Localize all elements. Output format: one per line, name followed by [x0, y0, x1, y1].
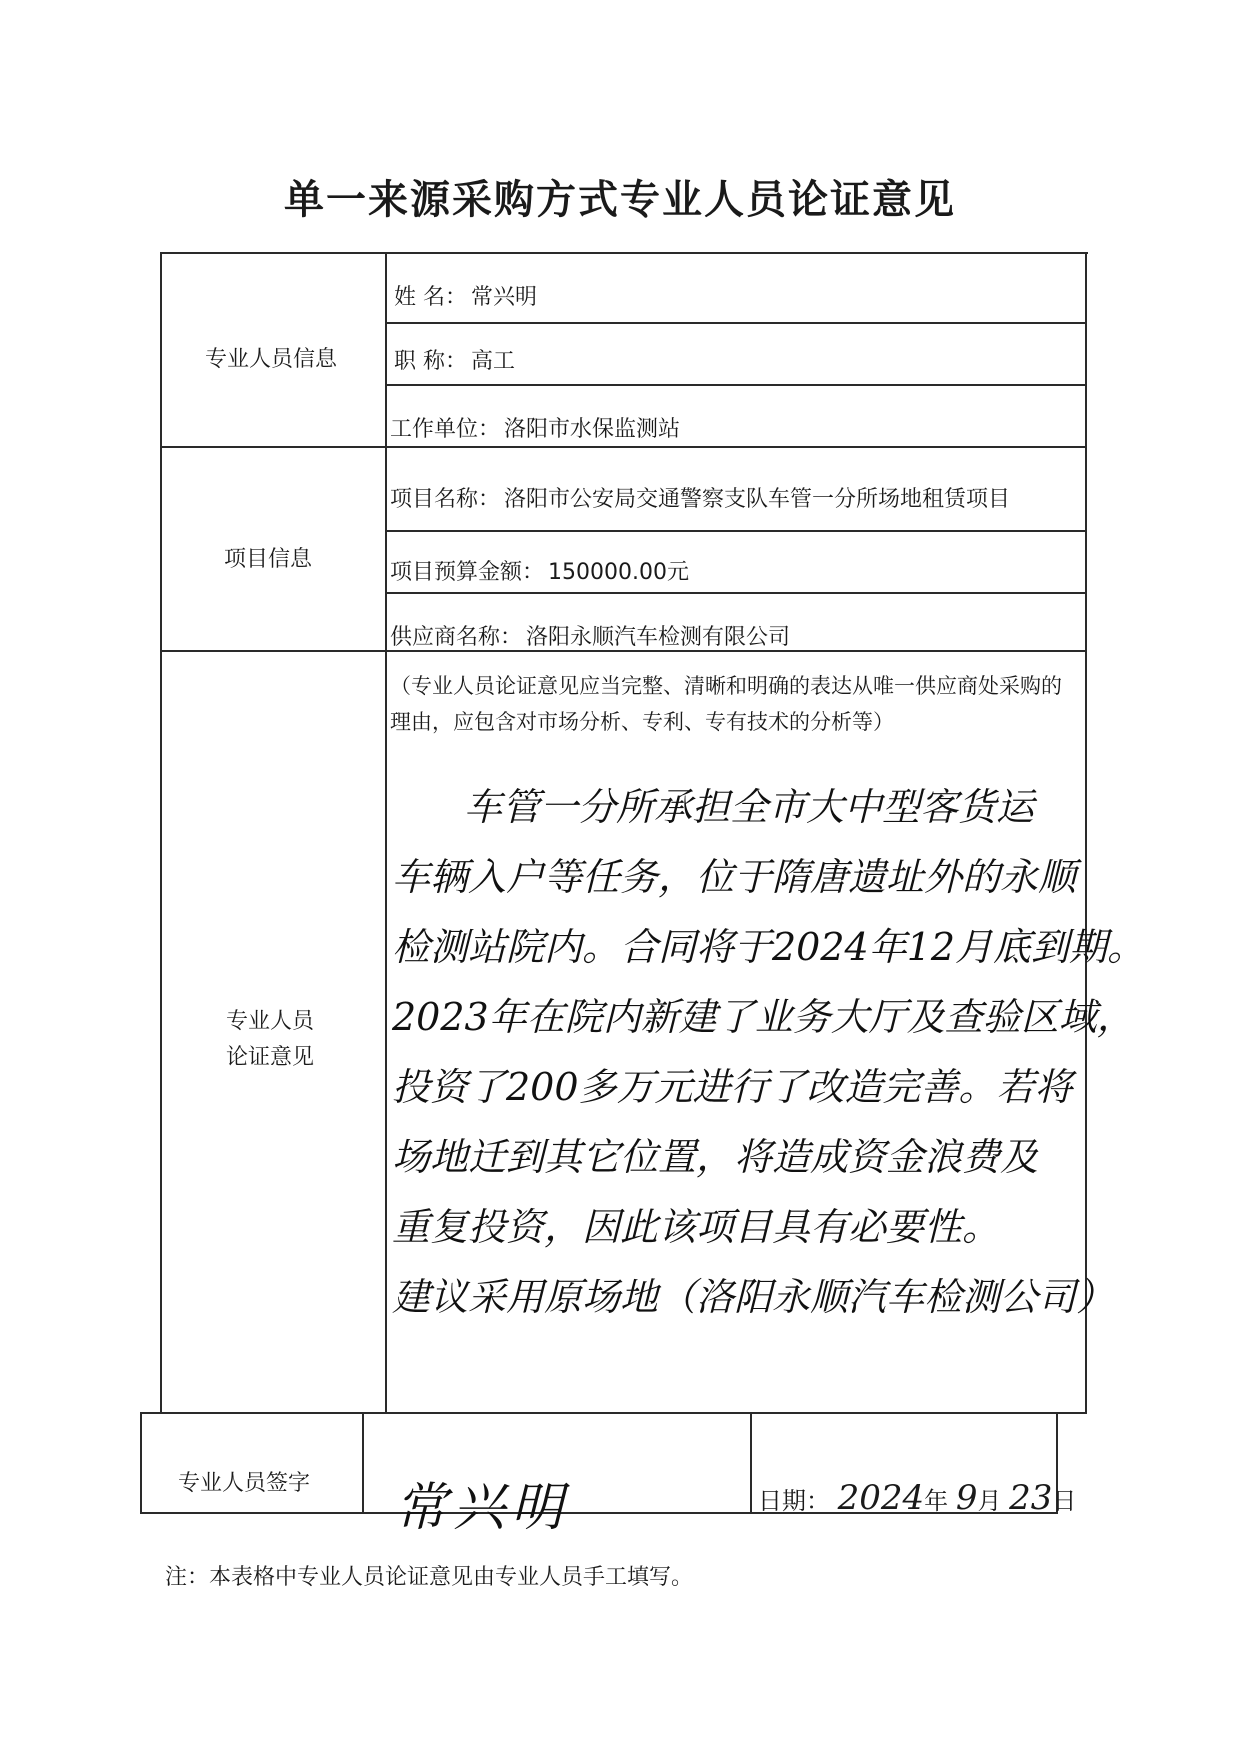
row-divider-budget [386, 592, 1086, 594]
opinion-label [200, 1004, 340, 1076]
project-supplier-key: 供应商名称： [390, 625, 523, 650]
date-key: 日期： [758, 1487, 830, 1515]
handwritten-line: 建议采用原场地（洛阳永顺汽车检测公司） [392, 1275, 1115, 1319]
table-border-left-lower [140, 1412, 142, 1512]
row-divider-project-name [386, 530, 1086, 532]
handwritten-line: 投资了200多万元进行了改造完善。若将 [392, 1065, 1073, 1109]
project-name-field [390, 482, 1010, 513]
project-name-key: 项目名称： [390, 487, 501, 512]
expert-name-field [394, 280, 537, 311]
expert-unit-value: 洛阳市水保监测站 [504, 417, 681, 442]
signature-date [758, 1478, 1076, 1518]
project-supplier-field [390, 620, 790, 651]
label-column-divider-lower [362, 1412, 364, 1512]
project-name-value: 洛阳市公安局交通警察支队车管一分所场地租赁项目 [504, 487, 1011, 512]
handwritten-signature: 常兴明 [395, 1478, 570, 1538]
date-column-divider [750, 1412, 752, 1512]
project-supplier-value: 洛阳永顺汽车检测有限公司 [526, 625, 791, 650]
label-column-divider [385, 252, 387, 1412]
page-title: 单一来源采购方式专业人员论证意见 [284, 177, 956, 223]
project-budget-value: 150000.00元 [548, 560, 689, 585]
signature-label: 专业人员签字 [178, 1471, 311, 1496]
expert-name-value: 常兴明 [471, 285, 538, 310]
table-border-top [160, 252, 1088, 254]
section-divider-3 [140, 1412, 1087, 1414]
section-divider-1 [160, 446, 1087, 448]
project-info-label: 项目信息 [224, 547, 313, 572]
expert-title-key: 职 称： [394, 349, 467, 374]
handwritten-line: 车管一分所承担全市大中型客货运 [464, 785, 1035, 829]
expert-title-field [394, 344, 515, 375]
expert-name-key: 姓 名： [394, 285, 467, 310]
opinion-label-line1: 专业人员 [225, 1009, 314, 1034]
date-month-unit: 月 [977, 1487, 1002, 1515]
row-divider-title [386, 384, 1086, 386]
expert-info-label: 专业人员信息 [205, 347, 338, 372]
handwritten-opinion [392, 772, 1146, 1332]
expert-unit-field [390, 412, 680, 443]
project-budget-field [390, 555, 689, 586]
handwritten-line: 车辆入户等任务，位于隋唐遗址外的永顺 [392, 855, 1077, 899]
handwritten-line: 场地迁到其它位置，将造成资金浪费及 [392, 1135, 1039, 1179]
handwritten-line: 2023年在院内新建了业务大厅及查验区域， [392, 995, 1135, 1039]
expert-title-value: 高工 [471, 349, 516, 374]
footnote: 注：本表格中专业人员论证意见由专业人员手工填写。 [165, 1565, 694, 1590]
row-divider-name [386, 322, 1086, 324]
handwritten-line: 检测站院内。合同将于2024年12月底到期。 [392, 925, 1146, 969]
project-budget-key: 项目预算金额： [390, 560, 545, 585]
date-year: 2024 [837, 1478, 925, 1518]
expert-unit-key: 工作单位： [390, 417, 501, 442]
opinion-instruction: （专业人员论证意见应当完整、清晰和明确的表达从唯一供应商处采购的理由，应包含对市场分析、专利、专有技术的分析等） [390, 674, 1062, 734]
opinion-label-line2: 论证意见 [225, 1045, 314, 1070]
handwritten-line: 重复投资，因此该项目具有必要性。 [392, 1205, 1001, 1249]
date-day-unit: 日 [1052, 1487, 1077, 1515]
table-border-left [160, 252, 162, 1412]
date-month: 9 [955, 1478, 978, 1518]
date-day: 23 [1009, 1478, 1053, 1518]
date-year-unit: 年 [924, 1487, 949, 1515]
